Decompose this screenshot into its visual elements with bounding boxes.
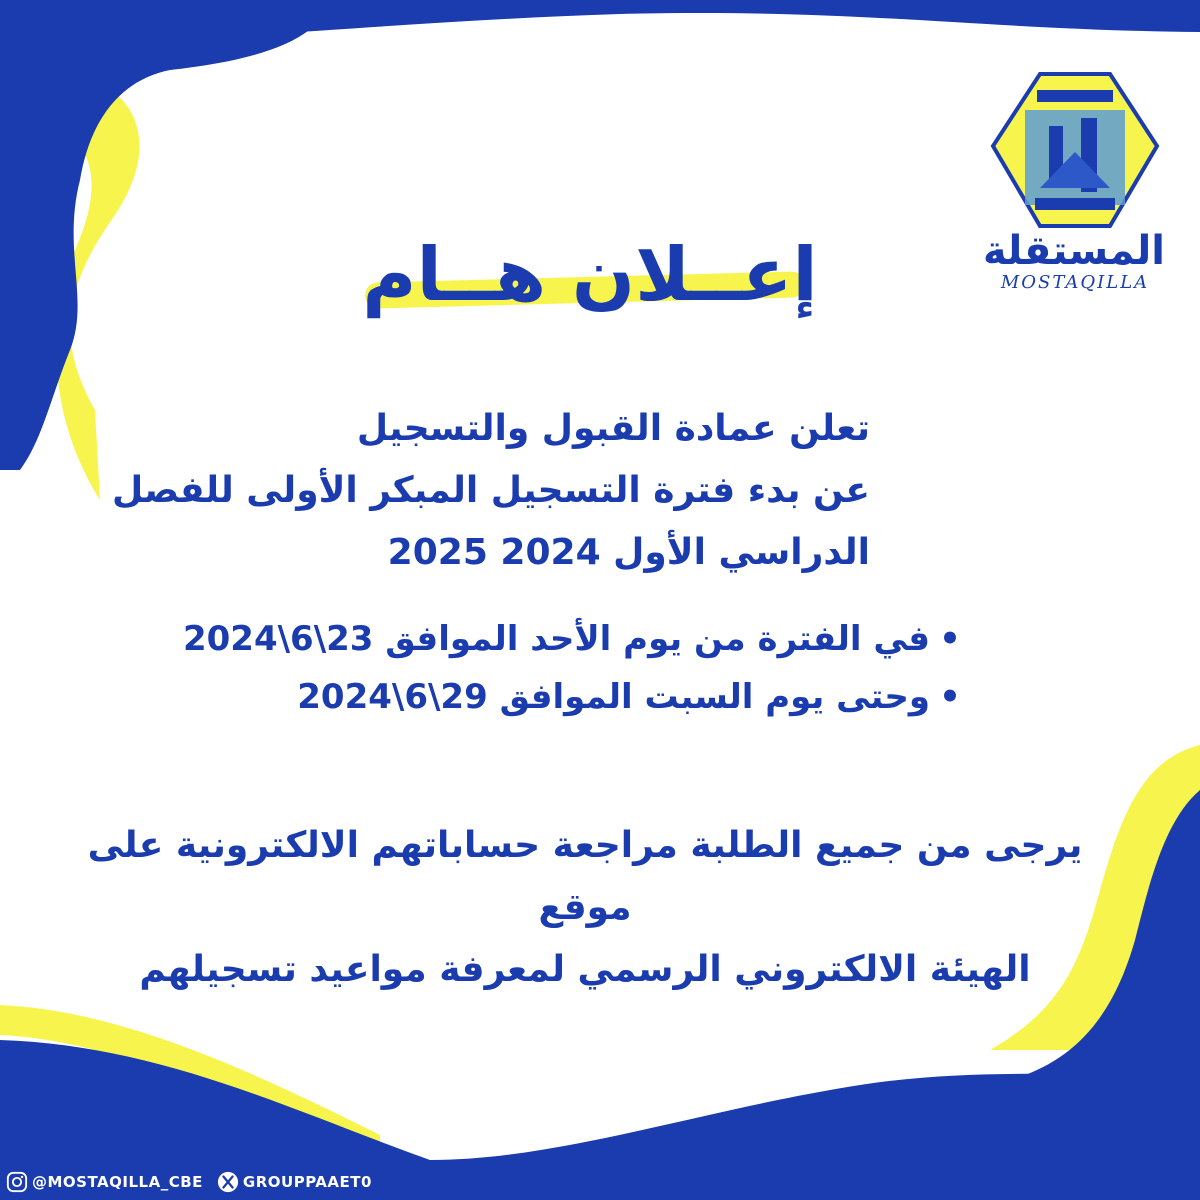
logo-arabic-name: المستقلة: [983, 228, 1165, 274]
intro-line-2: عن بدء فترة التسجيل المبكر الأولى للفصل الدراسي الأول 2024 2025: [112, 470, 870, 573]
x-handle: GROUPPAAET0: [242, 1173, 372, 1191]
instagram-icon: [6, 1171, 28, 1193]
instructions-note: [60, 815, 1110, 1001]
date-list: [150, 610, 970, 726]
instagram-handle: @MOSTAQILLA_CBE: [32, 1173, 203, 1191]
date-start-item: • في الفترة من يوم الأحد الموافق 23\6\2024: [150, 610, 970, 668]
intro-line-1: تعلن عمادة القبول والتسجيل: [356, 408, 870, 449]
logo-latin-name: MOSTAQILLA: [1000, 272, 1150, 293]
headline-text: إعــلان هــام: [362, 232, 818, 318]
social-footer: [6, 1168, 386, 1196]
date-end-item: • وحتى يوم السبت الموافق 29\6\2024: [150, 668, 970, 726]
logo: [985, 70, 1165, 300]
x-link[interactable]: [217, 1171, 372, 1193]
x-icon: [217, 1171, 239, 1193]
intro-paragraph: [40, 398, 870, 584]
headline: [340, 225, 840, 325]
logo-banner-top: [1037, 90, 1113, 102]
logo-emblem: [985, 70, 1165, 230]
note-line-1: يرجى من جميع الطلبة مراجعة حساباتهم الالكترونية على موقع: [87, 825, 1083, 928]
instagram-link[interactable]: [6, 1171, 203, 1193]
logo-banner-bottom: [1035, 198, 1115, 210]
note-line-2: الهيئة الالكتروني الرسمي لمعرفة مواعيد تسجيلهم: [139, 949, 1031, 990]
